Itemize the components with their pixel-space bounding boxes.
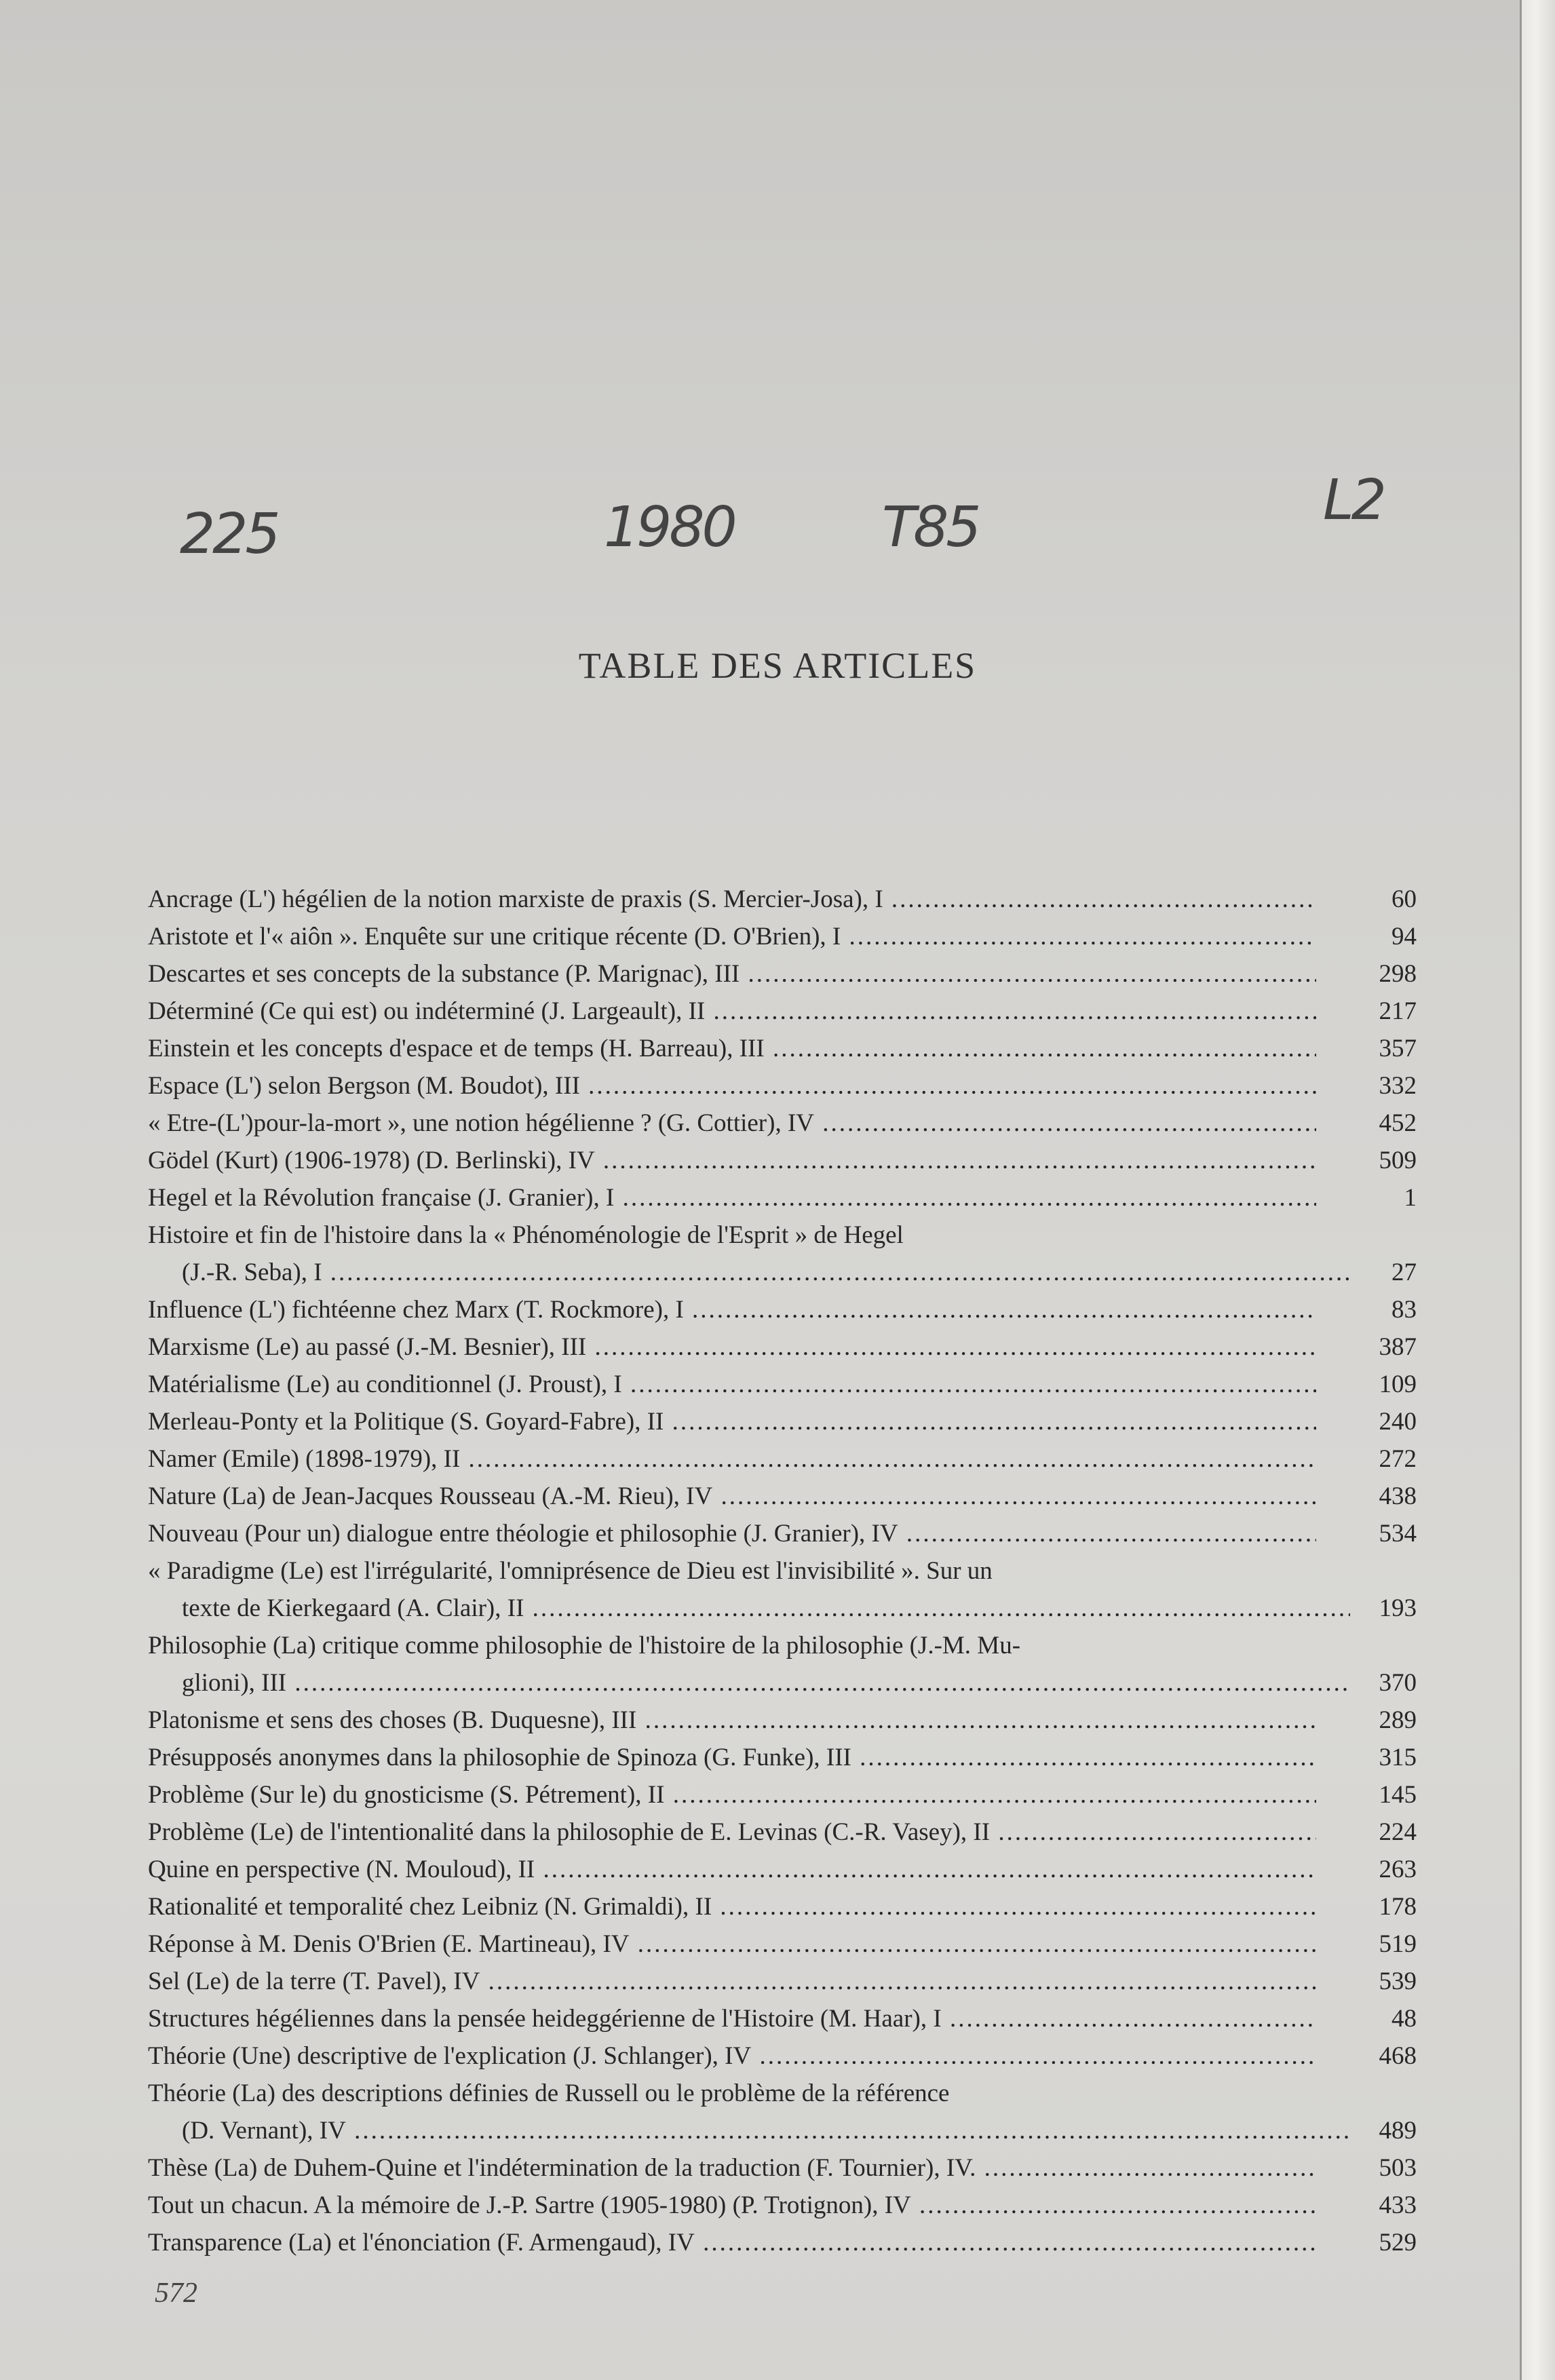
toc-entry-page: 60 xyxy=(1391,885,1417,913)
toc-entry-title: Présupposés anonymes dans la philosophie de Spinoza (G. Funke), III ..... xyxy=(148,1739,1316,1776)
toc-entry-page: 263 xyxy=(1379,1856,1417,1883)
toc-entry-page: 83 xyxy=(1391,1296,1417,1324)
toc-entry-title: Namer (Emile) (1898-1979), II ..... xyxy=(148,1440,1316,1478)
toc-entry-page: 193 xyxy=(1379,1594,1417,1622)
toc-entry-page: 224 xyxy=(1379,1818,1417,1846)
toc-entry-page: 387 xyxy=(1379,1333,1417,1361)
toc-entry-page: 332 xyxy=(1379,1072,1417,1100)
toc-entry xyxy=(148,1403,1417,1440)
toc-entry-title: Théorie (Une) descriptive de l'explication (J. Schlanger), IV ..... xyxy=(148,2037,1316,2075)
toc-entry-title: Nouveau (Pour un) dialogue entre théologie et philosophie (J. Granier), IV ..... xyxy=(148,1515,1316,1552)
toc-entry-title: Structures hégéliennes dans la pensée heideggérienne de l'Histoire (M. Haar), I ..... xyxy=(148,2000,1316,2037)
toc-entry-title: « Paradigme (Le) est l'irrégularité, l'omniprésence de Dieu est l'invisibilité ». Sur un xyxy=(148,1557,993,1585)
toc-entry xyxy=(148,1739,1417,1776)
toc-entry-title: Réponse à M. Denis O'Brien (E. Martineau), IV ..... xyxy=(148,1925,1316,1963)
toc-entry xyxy=(148,1328,1417,1366)
toc-entry-continuation: texte de Kierkegaard (A. Clair), II ..... xyxy=(148,1590,1350,1627)
toc-entry xyxy=(148,1925,1417,1963)
toc-entry-page: 509 xyxy=(1379,1147,1417,1174)
toc-entry xyxy=(148,1478,1417,1515)
toc-entry-title: Sel (Le) de la terre (T. Pavel), IV ..... xyxy=(148,1963,1316,2000)
toc-entry xyxy=(148,2037,1417,2075)
toc-entry-page: 539 xyxy=(1379,1968,1417,1995)
toc-entry xyxy=(148,1627,1417,1702)
toc-entry xyxy=(148,1963,1417,2000)
handwritten-note-4: L2 xyxy=(1323,468,1384,533)
toc-entry-page: 145 xyxy=(1379,1781,1417,1809)
handwritten-notes xyxy=(136,468,1527,577)
toc-entry-page: 452 xyxy=(1379,1109,1417,1137)
toc-entry-page: 489 xyxy=(1379,2117,1417,2145)
toc-entry xyxy=(148,1030,1417,1067)
toc-entry-page: 370 xyxy=(1379,1669,1417,1697)
toc-entry xyxy=(148,1142,1417,1179)
page-number: 572 xyxy=(155,2278,197,2309)
handwritten-note-2: 1980 xyxy=(604,495,735,560)
toc-entry xyxy=(148,2149,1417,2187)
handwritten-note-1: 225 xyxy=(180,502,278,567)
toc-entry-page: 438 xyxy=(1379,1482,1417,1510)
toc-entry-page: 109 xyxy=(1379,1370,1417,1398)
table-of-contents xyxy=(148,881,1417,2261)
toc-entry-title: Platonisme et sens des choses (B. Duquesne), III ..... xyxy=(148,1702,1316,1739)
toc-entry-title: Déterminé (Ce qui est) ou indéterminé (J. Largeault), II ..... xyxy=(148,993,1316,1030)
toc-entry-page: 315 xyxy=(1379,1744,1417,1771)
toc-entry-page: 289 xyxy=(1379,1706,1417,1734)
toc-entry-page: 27 xyxy=(1391,1259,1417,1286)
page-edge xyxy=(1520,0,1555,2380)
toc-entry-page: 178 xyxy=(1379,1893,1417,1921)
toc-entry xyxy=(148,955,1417,993)
toc-entry-title: Espace (L') selon Bergson (M. Boudot), III ..... xyxy=(148,1067,1316,1105)
toc-entry-title: Rationalité et temporalité chez Leibniz (N. Grimaldi), II ..... xyxy=(148,1888,1316,1925)
toc-entry xyxy=(148,1776,1417,1813)
toc-entry xyxy=(148,1888,1417,1925)
toc-entry-title: Philosophie (La) critique comme philosophie de l'histoire de la philosophie (J.-M. Mu- xyxy=(148,1632,1021,1659)
toc-entry-title: « Etre-(L')pour-la-mort », une notion hégélienne ? (G. Cottier), IV ..... xyxy=(148,1105,1316,1142)
toc-entry-title: Problème (Le) de l'intentionalité dans la philosophie de E. Levinas (C.-R. Vasey), II ..... xyxy=(148,1813,1316,1851)
toc-entry-page: 48 xyxy=(1391,2005,1417,2033)
toc-entry-title: Merleau-Ponty et la Politique (S. Goyard-Fabre), II ..... xyxy=(148,1403,1316,1440)
handwritten-note-3: T85 xyxy=(882,495,979,560)
toc-entry-title: Ancrage (L') hégélien de la notion marxiste de praxis (S. Mercier-Josa), I ..... xyxy=(148,881,1316,918)
toc-entry-title: Descartes et ses concepts de la substance (P. Marignac), III ..... xyxy=(148,955,1316,993)
toc-entry-page: 1 xyxy=(1404,1184,1417,1212)
page-title: TABLE DES ARTICLES xyxy=(578,645,977,686)
toc-entry-page: 94 xyxy=(1391,923,1417,951)
toc-entry-continuation: (D. Vernant), IV ..... xyxy=(148,2112,1350,2149)
toc-entry xyxy=(148,1105,1417,1142)
toc-entry-page: 240 xyxy=(1379,1408,1417,1436)
toc-entry xyxy=(148,1291,1417,1328)
toc-entry xyxy=(148,2187,1417,2224)
toc-entry-title: Quine en perspective (N. Mouloud), II ..... xyxy=(148,1851,1316,1888)
toc-entry-title: Marxisme (Le) au passé (J.-M. Besnier), III ..... xyxy=(148,1328,1316,1366)
toc-entry-title: Matérialisme (Le) au conditionnel (J. Proust), I ..... xyxy=(148,1366,1316,1403)
toc-entry-title: Influence (L') fichtéenne chez Marx (T. Rockmore), I ..... xyxy=(148,1291,1316,1328)
toc-entry-title: Histoire et fin de l'histoire dans la « Phénoménologie de l'Esprit » de Hegel xyxy=(148,1221,904,1249)
toc-entry-title: Transparence (La) et l'énonciation (F. Armengaud), IV ..... xyxy=(148,2224,1316,2261)
toc-entry-page: 534 xyxy=(1379,1520,1417,1548)
toc-entry xyxy=(148,993,1417,1030)
toc-entry xyxy=(148,2000,1417,2037)
toc-entry-title: Problème (Sur le) du gnosticisme (S. Pétrement), II ..... xyxy=(148,1776,1316,1813)
toc-entry-page: 468 xyxy=(1379,2042,1417,2070)
toc-entry-title: Tout un chacun. A la mémoire de J.-P. Sartre (1905-1980) (P. Trotignon), IV ..... xyxy=(148,2187,1316,2224)
toc-entry-page: 519 xyxy=(1379,1930,1417,1958)
toc-entry-continuation: glioni), III ..... xyxy=(148,1664,1350,1702)
toc-entry-page: 298 xyxy=(1379,960,1417,988)
toc-entry-continuation: (J.-R. Seba), I ..... xyxy=(148,1254,1350,1291)
toc-entry-page: 272 xyxy=(1379,1445,1417,1473)
toc-entry-title: Einstein et les concepts d'espace et de temps (H. Barreau), III ..... xyxy=(148,1030,1316,1067)
toc-entry xyxy=(148,2224,1417,2261)
toc-entry xyxy=(148,1515,1417,1552)
toc-entry-page: 529 xyxy=(1379,2229,1417,2257)
toc-entry xyxy=(148,1702,1417,1739)
toc-entry xyxy=(148,1216,1417,1291)
toc-entry-page: 217 xyxy=(1379,997,1417,1025)
toc-entry xyxy=(148,1067,1417,1105)
toc-entry-title: Hegel et la Révolution française (J. Granier), I ..... xyxy=(148,1179,1316,1216)
toc-entry-page: 503 xyxy=(1379,2154,1417,2182)
toc-entry-title: Théorie (La) des descriptions définies de Russell ou le problème de la référence xyxy=(148,2079,950,2107)
toc-entry xyxy=(148,1552,1417,1627)
toc-entry xyxy=(148,1440,1417,1478)
toc-entry-title: Aristote et l'« aiôn ». Enquête sur une critique récente (D. O'Brien), I ..... xyxy=(148,918,1316,955)
toc-entry-title: Gödel (Kurt) (1906-1978) (D. Berlinski), IV ..... xyxy=(148,1142,1316,1179)
toc-entry-title: Nature (La) de Jean-Jacques Rousseau (A.-M. Rieu), IV ..... xyxy=(148,1478,1316,1515)
toc-entry xyxy=(148,1366,1417,1403)
toc-entry xyxy=(148,1851,1417,1888)
toc-entry xyxy=(148,918,1417,955)
toc-entry-page: 433 xyxy=(1379,2191,1417,2219)
toc-entry xyxy=(148,2075,1417,2149)
toc-entry xyxy=(148,881,1417,918)
toc-entry-page: 357 xyxy=(1379,1035,1417,1062)
toc-entry xyxy=(148,1813,1417,1851)
toc-entry-title: Thèse (La) de Duhem-Quine et l'indétermination de la traduction (F. Tournier), IV. ..... xyxy=(148,2149,1316,2187)
toc-entry xyxy=(148,1179,1417,1216)
